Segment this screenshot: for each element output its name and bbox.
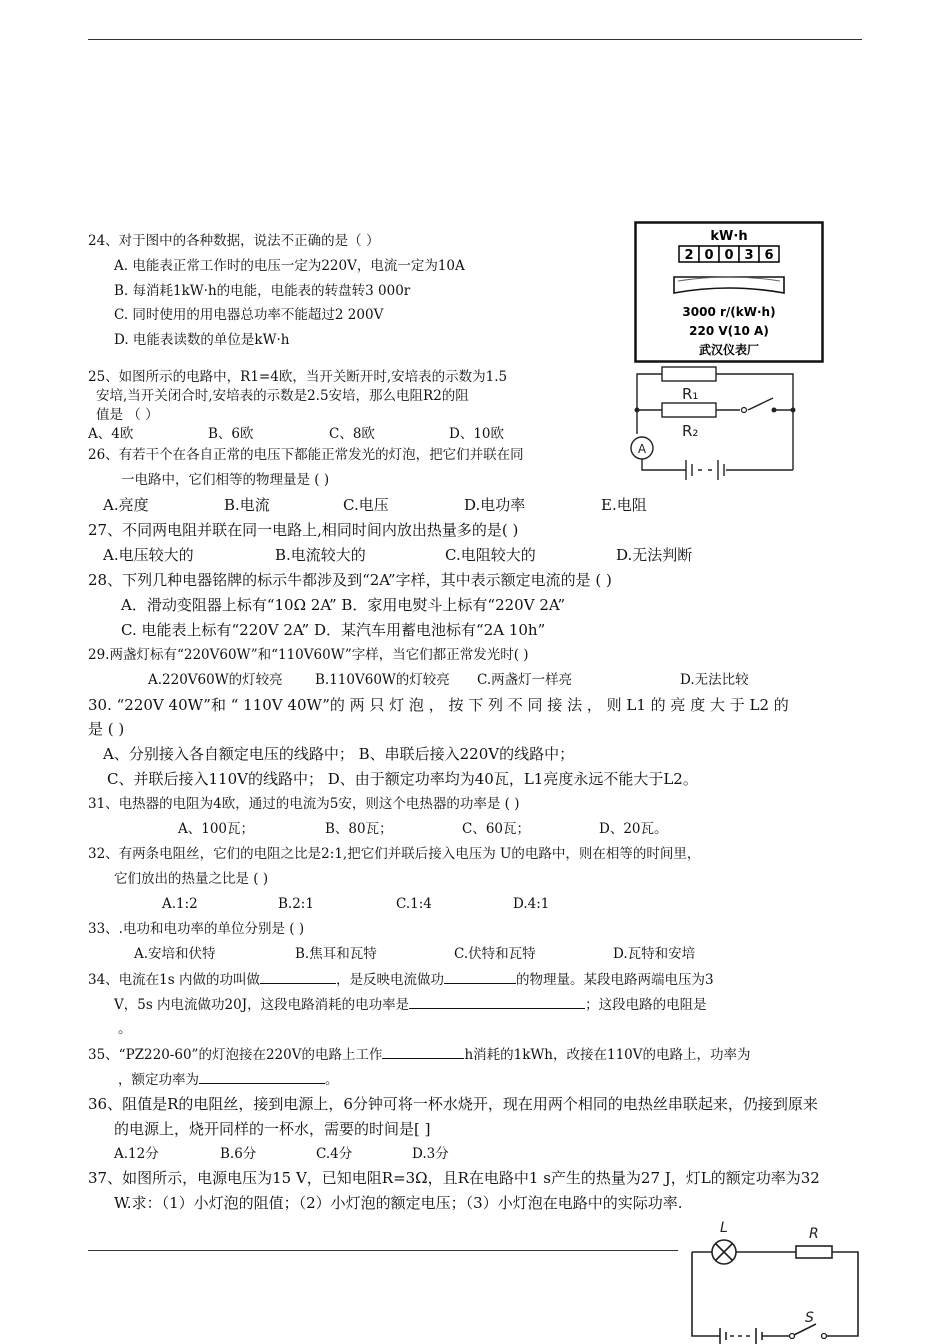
q26-options bbox=[103, 495, 647, 515]
q25-line3: 值是 （ ） bbox=[96, 407, 159, 423]
q34-text-b: ，是反映电流做功 bbox=[336, 972, 444, 988]
meter-digit: 6 bbox=[764, 248, 774, 263]
q35-text-b: h消耗的1kWh，改接在110V的电路上，功率为 bbox=[464, 1047, 751, 1063]
q25-option-c: C、8欧 bbox=[329, 426, 375, 442]
q31-option-c: C、60瓦； bbox=[462, 821, 531, 837]
q27-option-b: B.电流较大的 bbox=[275, 546, 366, 564]
q34-text-e: ；这段电路的电阻是 bbox=[585, 997, 707, 1013]
switch-blade bbox=[748, 398, 773, 410]
q29-option-b: B.110V60W的灯较亮 bbox=[315, 672, 450, 688]
q24-option-c: C. 同时使用的用电器总功率不能超过2 200V bbox=[114, 307, 384, 323]
label-r2: R₂ bbox=[682, 422, 699, 440]
q35-blank-1[interactable] bbox=[382, 1044, 464, 1059]
q30-line2: 是 ( ) bbox=[88, 720, 125, 738]
q28-options-ab: A．滑动变阻器上标有“10Ω 2A” B．家用电熨斗上标有“220V 2A” bbox=[121, 596, 566, 614]
q33-option-c: C.伏特和瓦特 bbox=[454, 946, 536, 962]
meter-digits bbox=[679, 246, 779, 263]
meter-rev-constant: 3000 r/(kW·h) bbox=[682, 305, 776, 319]
meter-digit: 3 bbox=[744, 248, 754, 263]
q29-stem: 29.两盏灯标有“220V60W”和“110V60W”字样，当它们都正常发光时( ) bbox=[88, 647, 529, 663]
q26-option-b: B.电流 bbox=[224, 496, 270, 514]
q28-options-cd: C. 电能表上标有“220V 2A” D．某汽车用蓄电池标有“2A 10h” bbox=[121, 621, 546, 639]
footer-rule bbox=[88, 1250, 678, 1251]
q25-line1: 25、如图所示的电路中，R1=4欧，当开关断开时,安培表的示数为1.5 bbox=[88, 369, 508, 385]
q32-options bbox=[162, 894, 549, 914]
q34-blank-2[interactable] bbox=[444, 969, 516, 984]
q36-option-b: B.6分 bbox=[220, 1146, 257, 1162]
q31-options bbox=[178, 819, 668, 839]
q33-option-a: A.安培和伏特 bbox=[134, 946, 216, 962]
q35-text-d: 。 bbox=[325, 1072, 339, 1088]
label-switch: S bbox=[805, 1310, 814, 1326]
q24-option-b: B. 每消耗1kW·h的电能，电能表的转盘转3 000r bbox=[114, 283, 411, 299]
q34-line3: 。 bbox=[118, 1021, 132, 1037]
q36-line1: 36、阻值是R的电阻丝，接到电源上，6分钟可将一杯水烧开，现在用两个相同的电热丝串联起来，仍接到原来 bbox=[88, 1095, 818, 1113]
q27-options bbox=[103, 545, 692, 565]
q32-option-d: D.4:1 bbox=[513, 896, 550, 912]
q36-option-c: C.4分 bbox=[316, 1146, 353, 1162]
q26-option-d: D.电功率 bbox=[464, 496, 526, 514]
q31-option-a: A、100瓦； bbox=[178, 821, 255, 837]
q30-options-ab: A、分别接入各自额定电压的线路中； B、串联后接入220V的线路中； bbox=[103, 745, 575, 763]
q30-line1: 30. “220V 40W”和 “ 110V 40W”的 两 只 灯 泡 ， 按 下 列 不 同 接 法 ， 则 L1 的 亮 度 大 于 L2 的 bbox=[88, 696, 789, 714]
q27-option-a: A.电压较大的 bbox=[103, 546, 194, 564]
q25-option-d: D、10欧 bbox=[449, 426, 505, 442]
q30-options-cd: C、并联后接入110V的线路中； D、由于额定功率均为40瓦，L1亮度永远不能大于L2。 bbox=[107, 770, 698, 788]
q24-option-a: A. 电能表正常工作时的电压一定为220V，电流一定为10A bbox=[114, 258, 465, 274]
electric-meter-figure bbox=[634, 221, 824, 363]
q33-stem: 33、.电功和电功率的单位分别是 ( ) bbox=[88, 921, 305, 937]
label-resistor: R bbox=[809, 1226, 819, 1242]
q25-line2: 安培,当开关闭合时,安培表的示数是2.5安培，那么电阻R2的阻 bbox=[96, 388, 469, 404]
q26-option-c: C.电压 bbox=[343, 496, 389, 514]
q24-option-d: D. 电能表读数的单位是kW·h bbox=[114, 332, 290, 348]
q32-option-b: B.2:1 bbox=[278, 896, 314, 912]
q28-stem: 28、下列几种电器铭牌的标示牛都涉及到“2A”字样，其中表示额定电流的是 ( ) bbox=[88, 571, 612, 589]
header-rule bbox=[88, 39, 862, 40]
label-lamp: L bbox=[720, 1220, 728, 1236]
q32-line1: 32、有两条电阻丝，它们的电阻之比是2:1,把它们并联后接入电压为 U的电路中，则在相等的时间里， bbox=[88, 846, 701, 862]
q32-line2: 它们放出的热量之比是 ( ) bbox=[114, 871, 269, 887]
q35-text-c: ，额定功率为 bbox=[118, 1072, 199, 1088]
q31-option-b: B、80瓦； bbox=[325, 821, 393, 837]
q35-text-a: 35、“PZ220-60”的灯泡接在220V的电路上工作 bbox=[88, 1047, 383, 1063]
meter-maker: 武汉仪表厂 bbox=[698, 343, 760, 357]
q25-option-a: A、4欧 bbox=[88, 426, 134, 442]
q34-line2 bbox=[114, 994, 707, 1015]
q25-options bbox=[88, 424, 504, 444]
label-ammeter: A bbox=[637, 442, 647, 456]
q36-options bbox=[114, 1144, 449, 1164]
q34-line1 bbox=[88, 969, 714, 990]
resistor-r1-upper bbox=[662, 367, 716, 381]
q31-stem: 31、电热器的电阻为4欧，通过的电流为5安，则这个电热器的功率是 ( ) bbox=[88, 796, 520, 812]
q35-line1 bbox=[88, 1044, 751, 1065]
meter-digit: 0 bbox=[724, 248, 734, 263]
q32-option-a: A.1:2 bbox=[162, 896, 198, 912]
q33-option-d: D.瓦特和安培 bbox=[613, 946, 696, 962]
q33-option-b: B.焦耳和瓦特 bbox=[295, 946, 377, 962]
circuit-diagram-q25 bbox=[628, 362, 800, 486]
q36-option-d: D.3分 bbox=[412, 1146, 449, 1162]
q27-option-c: C.电阻较大的 bbox=[445, 546, 536, 564]
q26-option-a: A.亮度 bbox=[103, 496, 149, 514]
label-r1: R₁ bbox=[682, 385, 699, 403]
q37-line2: W.求：（1）小灯泡的阻值；（2）小灯泡的额定电压；（3）小灯泡在电路中的实际功率. bbox=[114, 1194, 683, 1212]
resistor-icon bbox=[796, 1246, 832, 1258]
q34-text-d: V，5s 内电流做功20J，这段电路消耗的电功率是 bbox=[114, 997, 410, 1013]
q36-option-a: A.12分 bbox=[114, 1146, 159, 1162]
meter-digit: 0 bbox=[704, 248, 714, 263]
meter-digit: 2 bbox=[684, 248, 694, 263]
meter-rating: 220 V(10 A) bbox=[689, 324, 769, 338]
q34-text-a: 34、电流在1s 内做的功叫做 bbox=[88, 972, 260, 988]
q37-line1: 37、如图所示，电源电压为15 V，已知电阻R=3Ω，且R在电路中1 s产生的热量为27 J，灯L的额定功率为32 bbox=[88, 1169, 820, 1187]
q32-option-c: C.1:4 bbox=[396, 896, 432, 912]
q25-option-b: B、6欧 bbox=[208, 426, 254, 442]
circuit-diagram-q37 bbox=[686, 1216, 864, 1344]
q29-option-d: D.无法比较 bbox=[680, 672, 749, 688]
q34-blank-1[interactable] bbox=[260, 969, 336, 984]
q29-option-a: A.220V60W的灯较亮 bbox=[148, 672, 283, 688]
q24-stem: 24、对于图中的各种数据，说法不正确的是（ ） bbox=[88, 233, 380, 249]
q35-line2 bbox=[118, 1069, 339, 1090]
q33-options bbox=[134, 944, 695, 964]
meter-unit: kW·h bbox=[710, 229, 748, 244]
q26-line2: 一电路中，它们相等的物理量是 ( ) bbox=[121, 472, 330, 488]
q26-option-e: E.电阻 bbox=[601, 496, 647, 514]
q31-option-d: D、20瓦。 bbox=[599, 821, 668, 837]
resistor-r1 bbox=[662, 403, 716, 417]
q27-option-d: D.无法判断 bbox=[616, 546, 693, 564]
q26-line1: 26、有若干个在各自正常的电压下都能正常发光的灯泡，把它们并联在同 bbox=[88, 447, 524, 463]
q29-option-c: C.两盏灯一样亮 bbox=[477, 672, 573, 688]
q29-options bbox=[148, 670, 749, 690]
q27-stem: 27、不同两电阻并联在同一电路上,相同时间内放出热量多的是( ) bbox=[88, 521, 519, 539]
q34-text-c: 的物理量。某段电路两端电压为3 bbox=[516, 972, 714, 988]
q35-blank-2[interactable] bbox=[199, 1069, 325, 1084]
q34-blank-3[interactable] bbox=[409, 994, 585, 1009]
q36-line2: 的电源上，烧开同样的一杯水，需要的时间是[ ] bbox=[114, 1120, 431, 1138]
